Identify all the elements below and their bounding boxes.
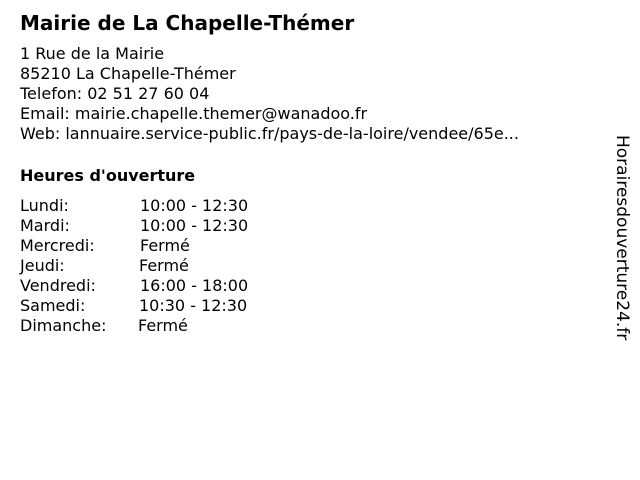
street-address: 1 Rue de la Mairie bbox=[20, 44, 165, 63]
web-line: Web: lannuaire.service-public.fr/pays-de-la-loire/vendee/65e... bbox=[20, 124, 519, 143]
day-label: Vendredi: bbox=[20, 276, 96, 295]
day-hours: 10:00 - 12:30 bbox=[140, 196, 249, 215]
address-block bbox=[20, 44, 590, 144]
opening-hours-title: Heures d'ouverture bbox=[20, 166, 196, 185]
day-label: Dimanche: bbox=[20, 316, 107, 335]
site-watermark: Horairesdouverture24.fr bbox=[612, 135, 632, 341]
phone-line: Telefon: 02 51 27 60 04 bbox=[20, 84, 210, 103]
place-card bbox=[20, 10, 590, 336]
day-hours: 16:00 - 18:00 bbox=[140, 276, 249, 295]
email-line: Email: mairie.chapelle.themer@wanadoo.fr bbox=[20, 104, 368, 123]
day-label: Jeudi: bbox=[20, 256, 65, 275]
day-hours: Fermé bbox=[138, 316, 188, 335]
hours-row-dimanche bbox=[20, 316, 590, 336]
day-label: Lundi: bbox=[20, 196, 69, 215]
hours-row-jeudi bbox=[20, 256, 590, 276]
hours-row-lundi bbox=[20, 196, 590, 216]
hours-row-mercredi bbox=[20, 236, 590, 256]
day-hours: 10:00 - 12:30 bbox=[140, 216, 249, 235]
day-label: Mardi: bbox=[20, 216, 70, 235]
hours-row-samedi bbox=[20, 296, 590, 316]
hours-row-mardi bbox=[20, 216, 590, 236]
opening-hours-list bbox=[20, 196, 590, 336]
day-hours: Fermé bbox=[140, 236, 190, 255]
day-label: Samedi: bbox=[20, 296, 86, 315]
day-hours: Fermé bbox=[139, 256, 189, 275]
day-hours: 10:30 - 12:30 bbox=[139, 296, 248, 315]
place-title: Mairie de La Chapelle-Thémer bbox=[20, 11, 355, 35]
city-address: 85210 La Chapelle-Thémer bbox=[20, 64, 236, 83]
hours-row-vendredi bbox=[20, 276, 590, 296]
day-label: Mercredi: bbox=[20, 236, 95, 255]
